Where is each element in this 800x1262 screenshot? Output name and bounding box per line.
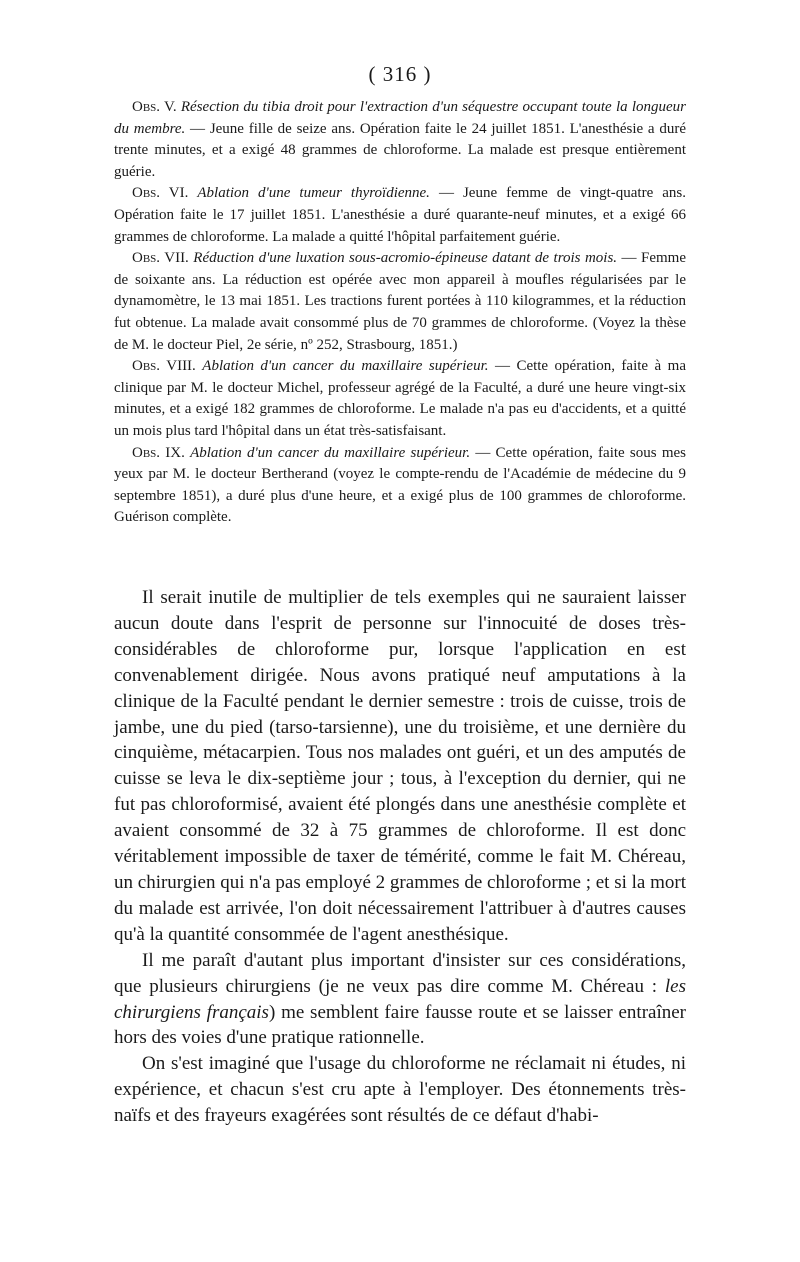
body-paragraph (114, 948, 686, 1052)
observation-title: Réduction d'une luxation sous-acromio-épineuse datant de trois mois. (193, 250, 618, 267)
observation-entry (114, 183, 686, 248)
observation-label: Obs. IX. (132, 444, 185, 461)
paragraph-text: ) me semblent faire fausse route et se laisser entraîner hors des voies d'une pratique rationnelle. (114, 1001, 687, 1049)
observation-label: Obs. VI. (132, 185, 189, 202)
observation-title: Résection du tibia droit pour l'extraction d'un séquestre occupant toute la longueur du membre. (114, 99, 687, 137)
observation-text: — Jeune fille de seize ans. Opération faite le 24 juillet 1851. L'anesthésie a duré trente minutes, et a exigé 48 grammes de chloroforme. La malade est presque entièrement guérie. (114, 120, 686, 180)
observation-text: — Jeune femme de vingt-quatre ans. Opération faite le 17 juillet 1851. L'anesthésie a duré quarante-neuf minutes, et a exigé 66 grammes de chloroforme. La malade a quitté l'hôpital parfaitement guérie. (114, 185, 686, 245)
observation-text: — Cette opération, faite sous mes yeux par M. le docteur Bertherand (voyez le compte-rendu de l'Académie de médecine du 9 septembre 1851), a duré plus d'une heure, et a exigé plus de 100 grammes de chloroforme. Guérison complète. (114, 444, 686, 526)
body-text (114, 585, 686, 1129)
observation-text: — Cette opération, faite à ma clinique par M. le docteur Michel, professeur agrégé de la Faculté, a duré une heure vingt-six minutes, et a exigé 182 grammes de chloroforme. Le malade n'a pas eu d'accidents, et a quitté un mois plus tard l'hôpital dans un état très-satisfaisant. (114, 358, 686, 439)
observation-entry (114, 443, 686, 529)
observation-entry (114, 248, 686, 356)
observation-title: Ablation d'un cancer du maxillaire supérieur. (190, 444, 471, 461)
observations-section (114, 97, 686, 529)
paragraph-text: Il me paraît d'autant plus important d'insister sur ces considérations, que plusieurs chirurgiens (je ne veux pas dire comme M. Chéreau : (114, 949, 686, 997)
observation-entry (114, 356, 686, 442)
body-paragraph: Il serait inutile de multiplier de tels exemples qui ne sauraient laisser aucun doute dans l'esprit de personne sur l'innocuité de doses très-considérables de chloroforme pur, lorsque l'application en est convenablement dirigée. Nous avons pratiqué neuf amputations à la clinique de la Faculté pendant le dernier semestre : trois de cuisse, trois de jambe, une du pied (tarso-tarsienne), une du troisième, et une dernière du cinquième, métacarpien. Tous nos malades ont guéri, et un des amputés de cuisse se leva le dix-septième jour ; tous, à l'exception du dernier, qui ne fut pas chloroformisé, avaient été plongés dans une anesthésie complète et avaient consommé de 32 à 75 grammes de chloroforme. Il est donc véritablement impossible de taxer de témérité, comme le fait M. Chéreau, un chirurgien qui n'a pas employé 2 grammes de chloroforme ; et si la mort du malade est arrivée, l'on doit nécessairement l'attribuer à d'autres causes qu'à la quantité consommée de l'agent anesthésique. (114, 587, 686, 945)
observation-label: Obs. VIII. (132, 358, 196, 375)
body-paragraph: On s'est imaginé que l'usage du chloroforme ne réclamait ni études, ni expérience, et chacun s'est cru apte à l'employer. Des étonnements très-naïfs et des frayeurs exagérées sont résultés de ce défaut d'habi- (114, 1053, 686, 1127)
observation-label: Obs. VII. (132, 250, 189, 267)
observation-label: Obs. V. (132, 99, 177, 115)
page-number: ( 316 ) (368, 62, 432, 86)
paragraph-italic: les chirurgiens français (114, 975, 686, 1023)
observation-title: Ablation d'une tumeur thyroïdienne. (197, 185, 430, 202)
observation-entry (114, 97, 686, 183)
observation-title: Ablation d'un cancer du maxillaire supérieur. (202, 358, 489, 375)
observation-text: — Femme de soixante ans. La réduction est opérée avec mon appareil à moufles régularisées par le dynamomètre, le 13 mai 1851. Les tractions furent portées à 110 kilogrammes, et la réduction fut obtenue. La malade avait consommé plus de 70 grammes de chloroforme. (Voyez la thèse de M. le docteur Piel, 2e série, nº 252, Strasbourg, 1851.) (114, 250, 686, 353)
